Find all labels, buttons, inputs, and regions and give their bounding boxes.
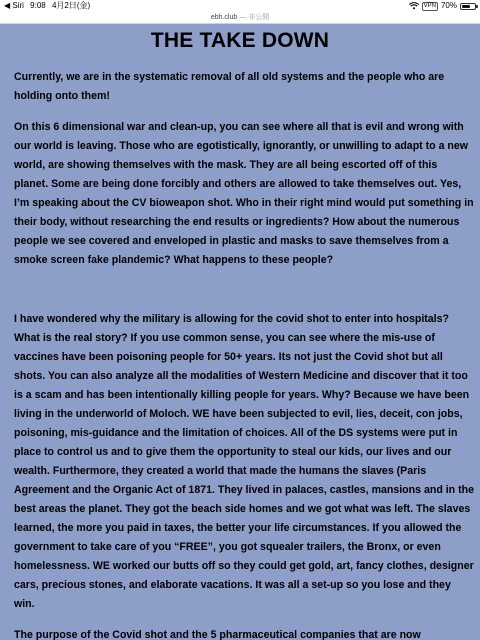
url-privacy-note: 非公開 bbox=[248, 14, 270, 21]
battery-fill bbox=[462, 5, 470, 8]
status-time: 9:08 bbox=[30, 1, 46, 10]
page-title: THE TAKE DOWN bbox=[150, 29, 330, 52]
status-left bbox=[4, 0, 94, 12]
article-paragraph-4: The purpose of the Covid shot and the 5 pharmaceutical companies that are now bbox=[14, 629, 421, 640]
article-paragraph-3: I have wondered why the military is allowing for the covid shot to enter into hospitals? What is the real story? If you use common sense, you can see where the mis-use of vaccines have been poisoning people for 50+ years. Its not just the Covid shot but all shots. You can also analyze all the modalities of Western Medicine and discover that it too is a scam and has been intentionally killing people for years. Why? Because we have been living in the underworld of Moloch. WE have been subjected to evil, lies, deceit, con jobs, poisoning, mis-guidance and the limitation of choices. All of the DS systems were put in place to control us and to give them the opportunity to steal our kids, our lives and our wealth. Furthermore, they created a world that made the humans the slaves (Paris Agreement and the Organic Act of 1871. They lived in palaces, castles, mansions and in the best areas the planet. They got the beach side homes and we got what was left. The slaves learned, the more you paid in taxes, the better your life circumstances. If you allowed the government to take care of you “FREE”, you got squealer trailers, the Bronx, or even homelessness. WE worked our butts off so they could get gold, art, fancy clothes, designer cars, precious stones, and elaborate vacations. It was all a set-up so you lose and they win. bbox=[14, 313, 474, 610]
siri-back-link[interactable]: ◀ Siri bbox=[4, 1, 24, 10]
battery-icon bbox=[460, 3, 476, 10]
vpn-badge: VPN bbox=[423, 2, 436, 9]
address-bar[interactable] bbox=[0, 12, 480, 24]
url-domain: ebh.club bbox=[210, 14, 238, 21]
article-content[interactable] bbox=[0, 24, 480, 640]
article-paragraph-1: Currently, we are in the systematic removal of all old systems and the people who are holding onto them! bbox=[14, 71, 445, 102]
url-separator: — bbox=[239, 14, 247, 21]
article-paragraph-2: On this 6 dimensional war and clean-up, you can see where all that is evil and wrong with our world is leaving. Those who are egotistically, ignorantly, or unwilling to adapt to a new world, are showing themselves with the mask. They are all being escorted off of this planet. Some are being done forcibly and others are allowed to take themselves out. Yes, I’m speaking about the CV bioweapon shot. Who in their right mind would put something in their body, without researching the end results or ingredients? How about the numerous people we see covered and enveloped in plastic and masks to save themselves from a smoke screen fake plandemic? What happens to these people? bbox=[14, 121, 474, 266]
status-right bbox=[409, 0, 476, 12]
battery-percent: 70% bbox=[440, 1, 457, 10]
status-bar bbox=[0, 0, 480, 12]
status-date: 4月2日(金) bbox=[51, 1, 91, 10]
wifi-icon bbox=[409, 2, 419, 10]
